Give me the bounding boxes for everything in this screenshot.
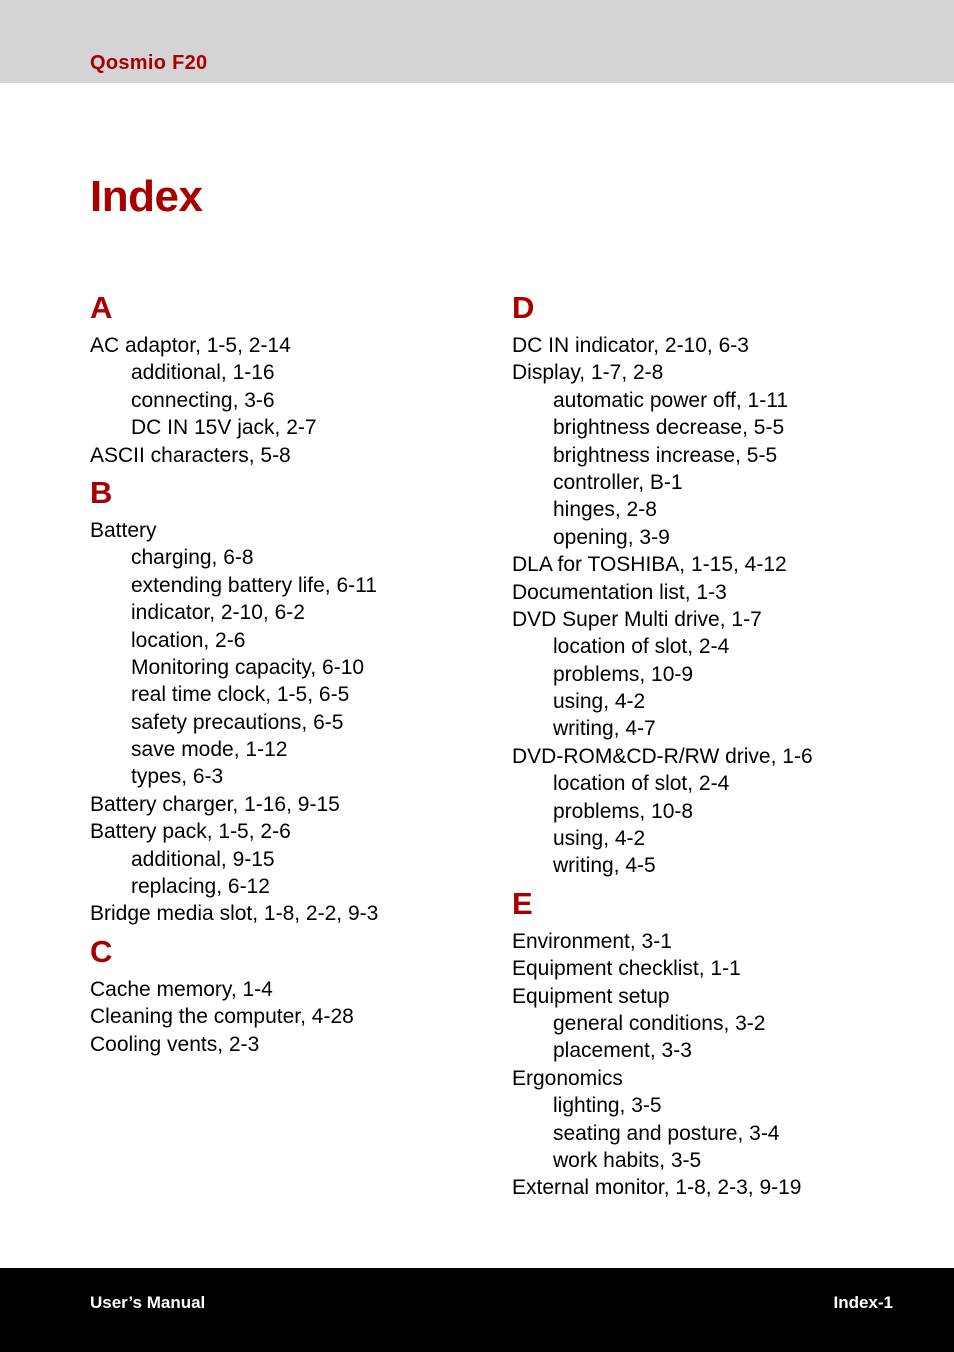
index-entry: Documentation list, 1-3 (512, 580, 727, 604)
index-subentry: location, 2-6 (131, 628, 246, 652)
index-subentry: using, 4-2 (553, 827, 646, 851)
index-entry: Display, 1-7, 2-8 (512, 361, 664, 385)
index-entry: Battery charger, 1-16, 9-15 (90, 792, 340, 816)
index-entry: Ergonomics (512, 1066, 623, 1090)
section-letter: E (512, 885, 533, 921)
index-subentry: types, 6-3 (131, 765, 224, 789)
index-entry: AC adaptor, 1-5, 2-14 (90, 334, 291, 357)
index-entry: DLA for TOSHIBA, 1-15, 4-12 (512, 553, 787, 577)
index-subentry: safety precautions, 6-5 (131, 710, 344, 734)
index-section-e (512, 886, 912, 1202)
index-entry: Cooling vents, 2-3 (90, 1032, 260, 1056)
index-subentry: connecting, 3-6 (131, 388, 275, 412)
index-subentry: DC IN 15V jack, 2-7 (131, 416, 317, 440)
index-entry: DVD-ROM&CD-R/RW drive, 1-6 (512, 744, 813, 768)
index-entry: Equipment checklist, 1-1 (512, 957, 741, 981)
index-subentry: writing, 4-7 (553, 717, 656, 741)
index-subentry: problems, 10-9 (553, 662, 694, 686)
section-letter: C (90, 933, 113, 969)
index-section-b (90, 475, 490, 928)
index-entry: Cache memory, 1-4 (90, 977, 273, 1001)
index-subentry: opening, 3-9 (553, 525, 670, 549)
index-subentry: extending battery life, 6-11 (131, 573, 377, 597)
index-subentry: lighting, 3-5 (553, 1094, 662, 1118)
index-entry: Battery pack, 1-5, 2-6 (90, 820, 291, 844)
index-subentry: work habits, 3-5 (553, 1148, 702, 1172)
index-subentry: location of slot, 2-4 (553, 635, 730, 659)
index-entry: DVD Super Multi drive, 1-7 (512, 607, 762, 631)
index-subentry: writing, 4-5 (553, 854, 656, 878)
page-title: Index (90, 172, 203, 221)
footer-page-number: Index-1 (833, 1293, 893, 1312)
index-entry: Cleaning the computer, 4-28 (90, 1005, 354, 1029)
index-subentry: problems, 10-8 (553, 799, 694, 823)
index-column-left (90, 290, 490, 1058)
index-entry: DC IN indicator, 2-10, 6-3 (512, 334, 749, 357)
section-letter: A (90, 290, 113, 325)
index-entry: External monitor, 1-8, 2-3, 9-19 (512, 1176, 802, 1200)
index-entry: Equipment setup (512, 984, 670, 1008)
footer-manual-label: User’s Manual (90, 1293, 206, 1312)
index-entry: Battery (90, 518, 157, 542)
index-subentry: hinges, 2-8 (553, 498, 657, 522)
index-subentry: controller, B-1 (553, 470, 683, 494)
index-entry: ASCII characters, 5-8 (90, 443, 291, 467)
index-subentry: indicator, 2-10, 6-2 (131, 601, 305, 625)
index-subentry: additional, 1-16 (131, 361, 275, 385)
index-section-a (90, 290, 490, 469)
index-subentry: replacing, 6-12 (131, 875, 270, 899)
index-subentry: Monitoring capacity, 6-10 (131, 655, 365, 679)
index-subentry: brightness decrease, 5-5 (553, 416, 785, 440)
index-subentry: location of slot, 2-4 (553, 772, 730, 796)
index-subentry: using, 4-2 (553, 690, 646, 714)
index-section-c (90, 934, 490, 1058)
index-entry: Environment, 3-1 (512, 929, 672, 953)
index-subentry: brightness increase, 5-5 (553, 443, 778, 467)
index-entry: Bridge media slot, 1-8, 2-2, 9-3 (90, 902, 379, 926)
index-subentry: save mode, 1-12 (131, 738, 288, 762)
section-letter: D (512, 290, 535, 325)
document-title: Qosmio F20 (90, 52, 208, 74)
index-section-d (512, 290, 912, 880)
index-subentry: seating and posture, 3-4 (553, 1121, 780, 1145)
index-subentry: general conditions, 3-2 (553, 1011, 766, 1035)
index-subentry: charging, 6-8 (131, 546, 254, 570)
index-subentry: additional, 9-15 (131, 847, 275, 871)
index-subentry: real time clock, 1-5, 6-5 (131, 683, 350, 707)
index-subentry: automatic power off, 1-11 (553, 388, 789, 412)
index-column-right (512, 290, 912, 1202)
index-subentry: placement, 3-3 (553, 1039, 692, 1063)
section-letter: B (90, 474, 113, 510)
